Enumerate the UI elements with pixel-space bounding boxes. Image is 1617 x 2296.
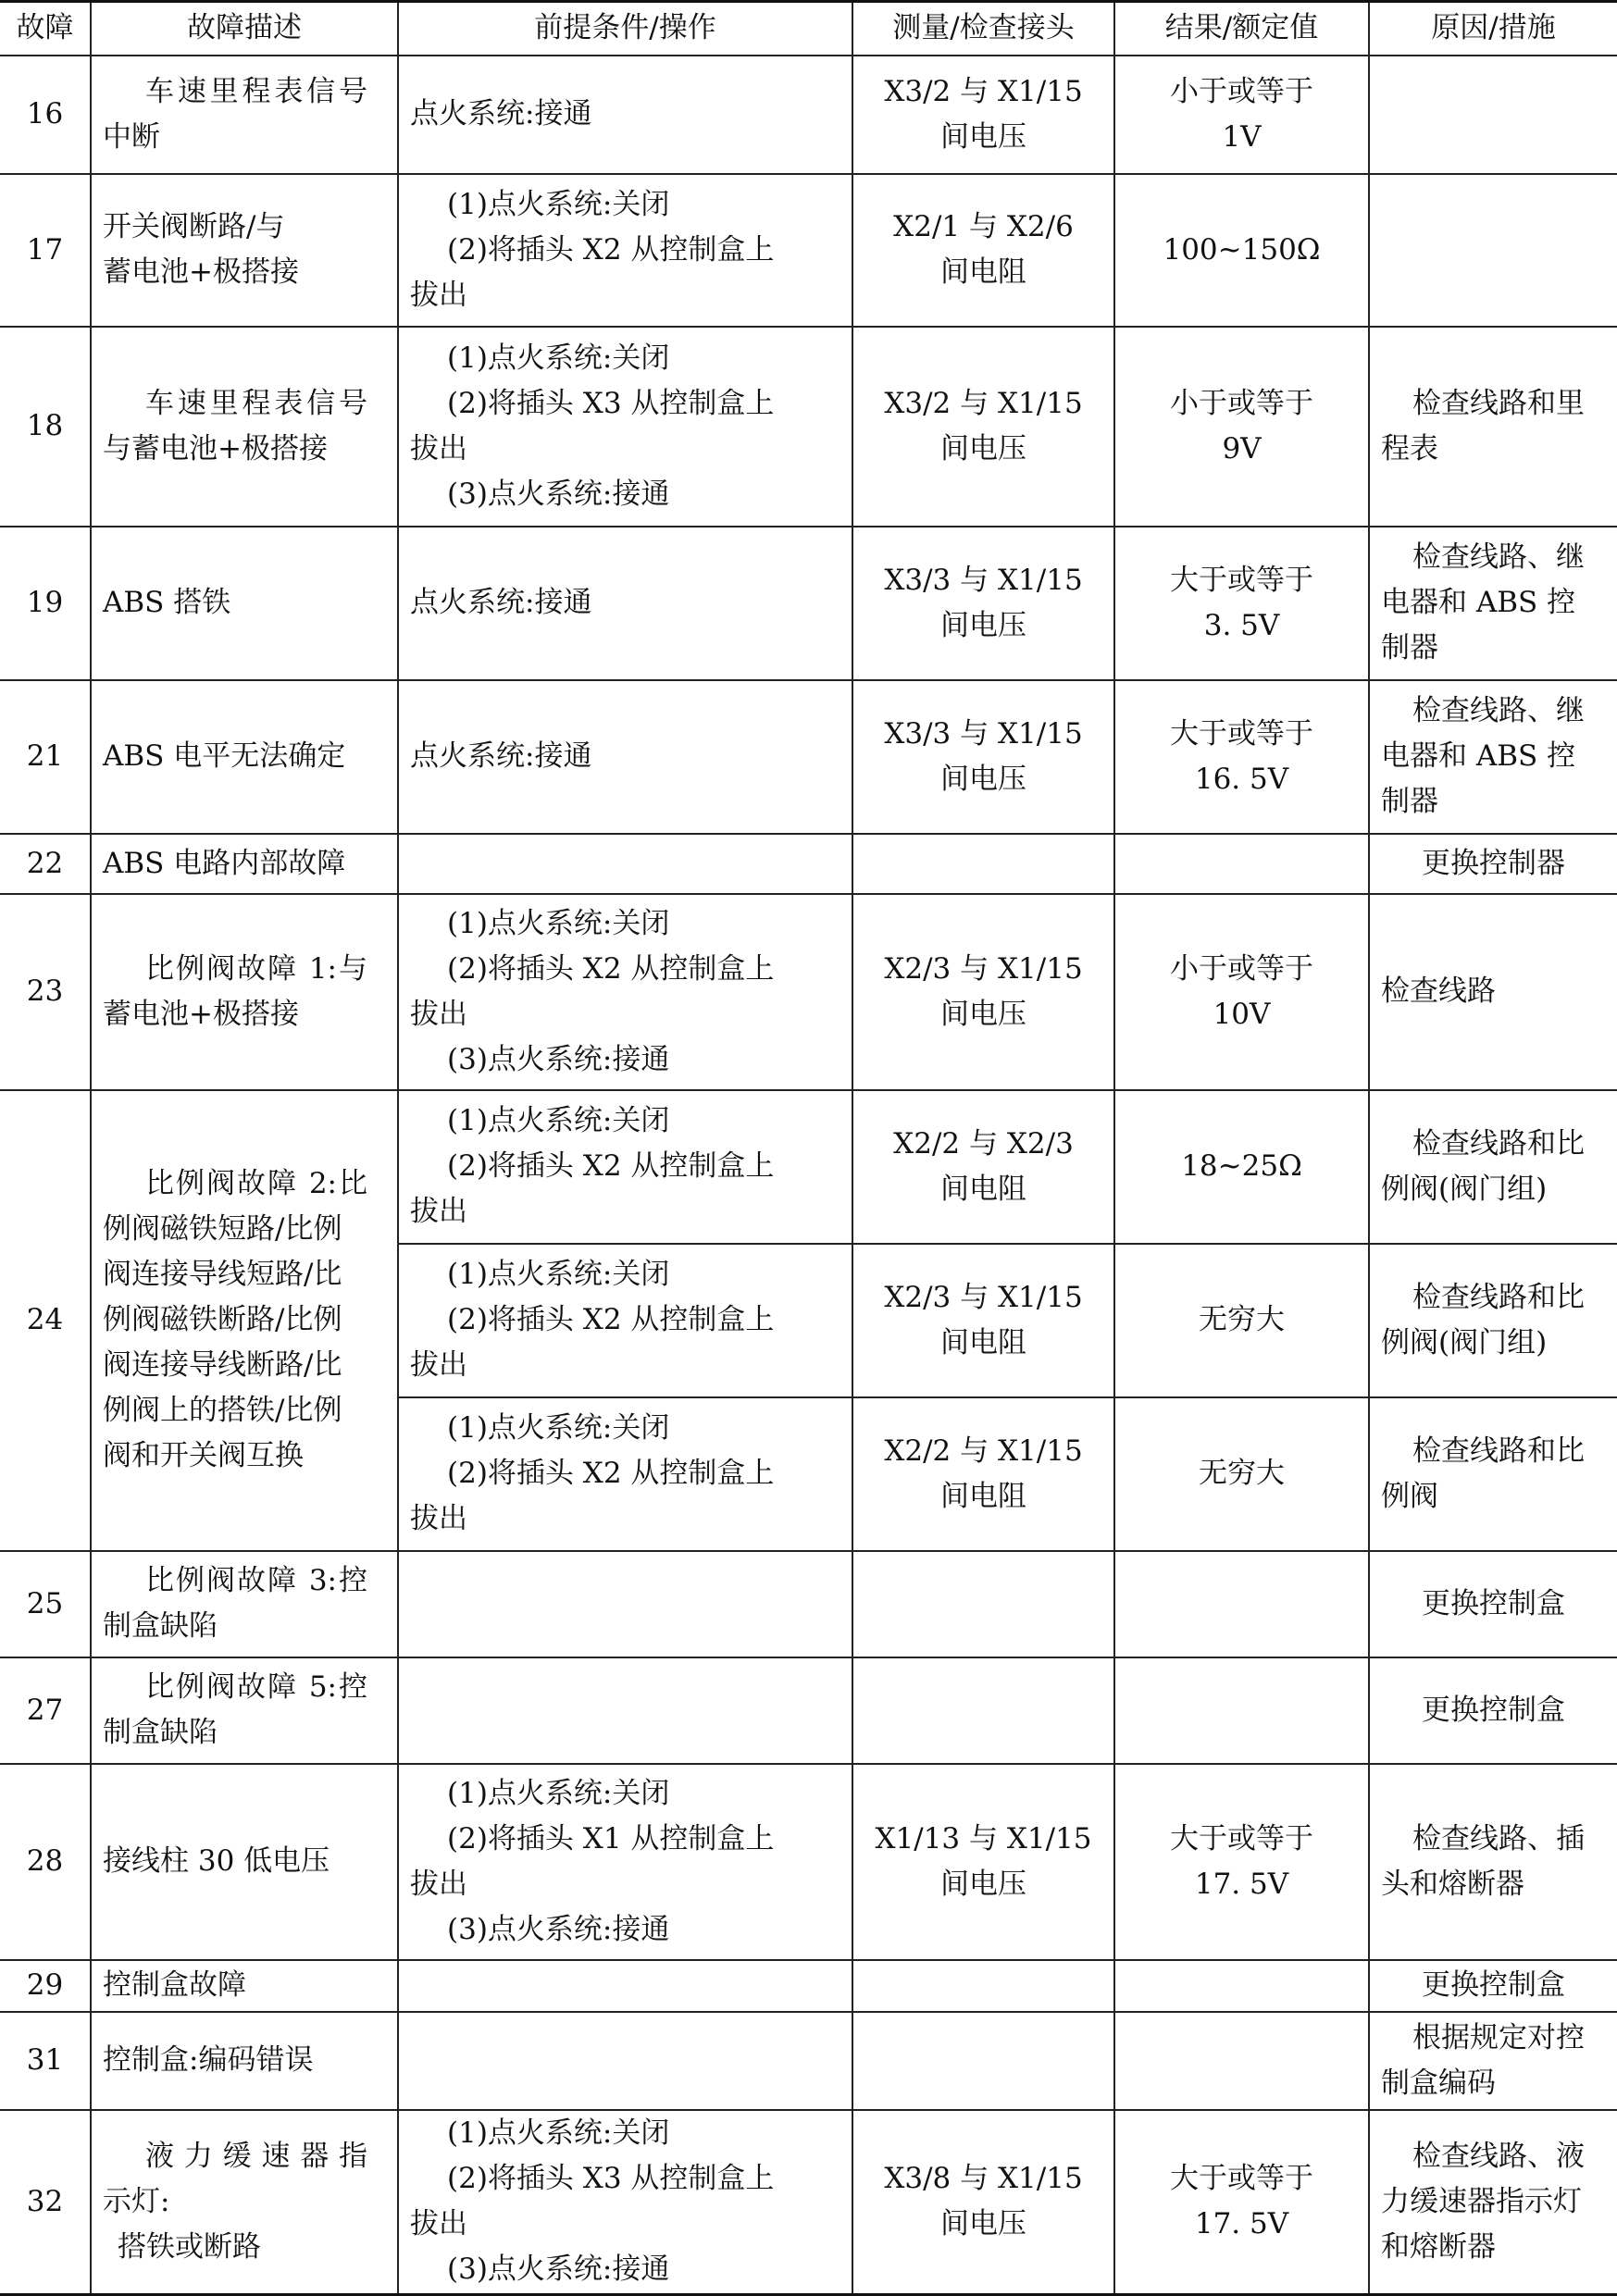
- table-row: [0, 1090, 1617, 1244]
- result-value: 大于或等于 16. 5V: [1114, 680, 1369, 834]
- result-value: 大于或等于 17. 5V: [1114, 1764, 1369, 1960]
- cause-action: 检查线路和比 例阀(阀门组): [1369, 1090, 1617, 1244]
- precondition: (1)点火系统:关闭 (2)将插头 X2 从控制盒上 拔出: [398, 174, 852, 327]
- header-row: [0, 2, 1617, 56]
- precondition: 点火系统:接通: [398, 56, 852, 174]
- fault-no: 24: [0, 1090, 91, 1551]
- fault-no: 22: [0, 834, 91, 894]
- precondition: 点火系统:接通: [398, 680, 852, 834]
- measurement: X1/13 与 X1/15 间电压: [852, 1764, 1114, 1960]
- result-value: 100~150Ω: [1114, 174, 1369, 327]
- precondition: [398, 2012, 852, 2110]
- precondition: (1)点火系统:关闭 (2)将插头 X2 从控制盒上 拔出 (3)点火系统:接通: [398, 894, 852, 1090]
- measurement: X2/2 与 X2/3 间电阻: [852, 1090, 1114, 1244]
- fault-description: 控制盒:编码错误: [91, 2012, 398, 2110]
- table-row: [0, 56, 1617, 174]
- measurement: [852, 1657, 1114, 1764]
- precondition: (1)点火系统:关闭 (2)将插头 X2 从控制盒上 拔出: [398, 1397, 852, 1551]
- result-value: [1114, 2012, 1369, 2110]
- fault-no: 31: [0, 2012, 91, 2110]
- result-value: [1114, 1960, 1369, 2012]
- cause-action: 检查线路和比 例阀(阀门组): [1369, 1244, 1617, 1397]
- fault-description: 液力缓速器指 示灯: 搭铁或断路: [91, 2110, 398, 2295]
- precondition: [398, 1960, 852, 2012]
- result-value: 18~25Ω: [1114, 1090, 1369, 1244]
- measurement: [852, 1960, 1114, 2012]
- fault-description: 比例阀故障 2:比 例阀磁铁短路/比例 阀连接导线短路/比 例阀磁铁断路/比例 阀连接导线断路/比 例阀上的搭铁/比例 阀和开关阀互换: [91, 1090, 398, 1551]
- measurement: X3/2 与 X1/15 间电压: [852, 327, 1114, 527]
- result-value: 大于或等于 17. 5V: [1114, 2110, 1369, 2295]
- col-header-fault-no: 故障: [0, 2, 91, 56]
- precondition: 点火系统:接通: [398, 527, 852, 680]
- cause-action: [1369, 56, 1617, 174]
- fault-description: 比例阀故障 1:与 蓄电池+极搭接: [91, 894, 398, 1090]
- precondition: [398, 1551, 852, 1657]
- measurement: X3/8 与 X1/15 间电压: [852, 2110, 1114, 2295]
- col-header-precondition: 前提条件/操作: [398, 2, 852, 56]
- precondition: (1)点火系统:关闭 (2)将插头 X2 从控制盒上 拔出: [398, 1090, 852, 1244]
- cause-action: 检查线路、继 电器和 ABS 控 制器: [1369, 527, 1617, 680]
- measurement: [852, 834, 1114, 894]
- table-row: [0, 327, 1617, 527]
- result-value: 小于或等于 9V: [1114, 327, 1369, 527]
- table-row: [0, 527, 1617, 680]
- fault-description: ABS 搭铁: [91, 527, 398, 680]
- cause-action: 更换控制盒: [1369, 1657, 1617, 1764]
- precondition: (1)点火系统:关闭 (2)将插头 X1 从控制盒上 拔出 (3)点火系统:接通: [398, 1764, 852, 1960]
- table-row: [0, 1960, 1617, 2012]
- table-row: [0, 1657, 1617, 1764]
- fault-no: 29: [0, 1960, 91, 2012]
- cause-action: 更换控制盒: [1369, 1551, 1617, 1657]
- measurement: X3/3 与 X1/15 间电压: [852, 527, 1114, 680]
- result-value: 无穷大: [1114, 1244, 1369, 1397]
- cause-action: 检查线路、继 电器和 ABS 控 制器: [1369, 680, 1617, 834]
- col-header-description: 故障描述: [91, 2, 398, 56]
- fault-description: 控制盒故障: [91, 1960, 398, 2012]
- col-header-result: 结果/额定值: [1114, 2, 1369, 56]
- fault-description: ABS 电平无法确定: [91, 680, 398, 834]
- measurement: X3/3 与 X1/15 间电压: [852, 680, 1114, 834]
- measurement: X3/2 与 X1/15 间电压: [852, 56, 1114, 174]
- fault-no: 23: [0, 894, 91, 1090]
- cause-action: 检查线路: [1369, 894, 1617, 1090]
- table-row: [0, 834, 1617, 894]
- result-value: 大于或等于 3. 5V: [1114, 527, 1369, 680]
- fault-no: 18: [0, 327, 91, 527]
- fault-no: 25: [0, 1551, 91, 1657]
- fault-no: 16: [0, 56, 91, 174]
- table-row: [0, 894, 1617, 1090]
- col-header-cause: 原因/措施: [1369, 2, 1617, 56]
- precondition: [398, 834, 852, 894]
- cause-action: [1369, 174, 1617, 327]
- precondition: (1)点火系统:关闭 (2)将插头 X3 从控制盒上 拔出 (3)点火系统:接通: [398, 327, 852, 527]
- result-value: [1114, 1551, 1369, 1657]
- fault-description: ABS 电路内部故障: [91, 834, 398, 894]
- cause-action: 检查线路、插 头和熔断器: [1369, 1764, 1617, 1960]
- result-value: [1114, 834, 1369, 894]
- table-row: [0, 680, 1617, 834]
- measurement: X2/2 与 X1/15 间电阻: [852, 1397, 1114, 1551]
- result-value: [1114, 1657, 1369, 1764]
- table-row: [0, 1551, 1617, 1657]
- fault-no: 28: [0, 1764, 91, 1960]
- fault-description: 比例阀故障 3:控 制盒缺陷: [91, 1551, 398, 1657]
- result-value: 小于或等于 10V: [1114, 894, 1369, 1090]
- table-row: [0, 1764, 1617, 1960]
- measurement: X2/3 与 X1/15 间电压: [852, 894, 1114, 1090]
- fault-no: 27: [0, 1657, 91, 1764]
- precondition: (1)点火系统:关闭 (2)将插头 X2 从控制盒上 拔出: [398, 1244, 852, 1397]
- fault-description: 比例阀故障 5:控 制盒缺陷: [91, 1657, 398, 1764]
- fault-no: 19: [0, 527, 91, 680]
- cause-action: 更换控制器: [1369, 834, 1617, 894]
- measurement: [852, 2012, 1114, 2110]
- table-row: [0, 174, 1617, 327]
- cause-action: 检查线路、液 力缓速器指示灯 和熔断器: [1369, 2110, 1617, 2295]
- measurement: [852, 1551, 1114, 1657]
- cause-action: 更换控制盒: [1369, 1960, 1617, 2012]
- cause-action: 根据规定对控 制盒编码: [1369, 2012, 1617, 2110]
- fault-no: 21: [0, 680, 91, 834]
- table-row: [0, 2110, 1617, 2295]
- measurement: X2/1 与 X2/6 间电阻: [852, 174, 1114, 327]
- cause-action: 检查线路和比 例阀: [1369, 1397, 1617, 1551]
- precondition: (1)点火系统:关闭 (2)将插头 X3 从控制盒上 拔出 (3)点火系统:接通: [398, 2110, 852, 2295]
- fault-no: 17: [0, 174, 91, 327]
- cause-action: 检查线路和里 程表: [1369, 327, 1617, 527]
- result-value: 小于或等于 1V: [1114, 56, 1369, 174]
- fault-no: 32: [0, 2110, 91, 2295]
- result-value: 无穷大: [1114, 1397, 1369, 1551]
- col-header-measurement: 测量/检查接头: [852, 2, 1114, 56]
- fault-description: 车速里程表信号 与蓄电池+极搭接: [91, 327, 398, 527]
- precondition: [398, 1657, 852, 1764]
- table-row: [0, 2012, 1617, 2110]
- fault-description: 车速里程表信号 中断: [91, 56, 398, 174]
- measurement: X2/3 与 X1/15 间电阻: [852, 1244, 1114, 1397]
- fault-description: 开关阀断路/与 蓄电池+极搭接: [91, 174, 398, 327]
- fault-description: 接线柱 30 低电压: [91, 1764, 398, 1960]
